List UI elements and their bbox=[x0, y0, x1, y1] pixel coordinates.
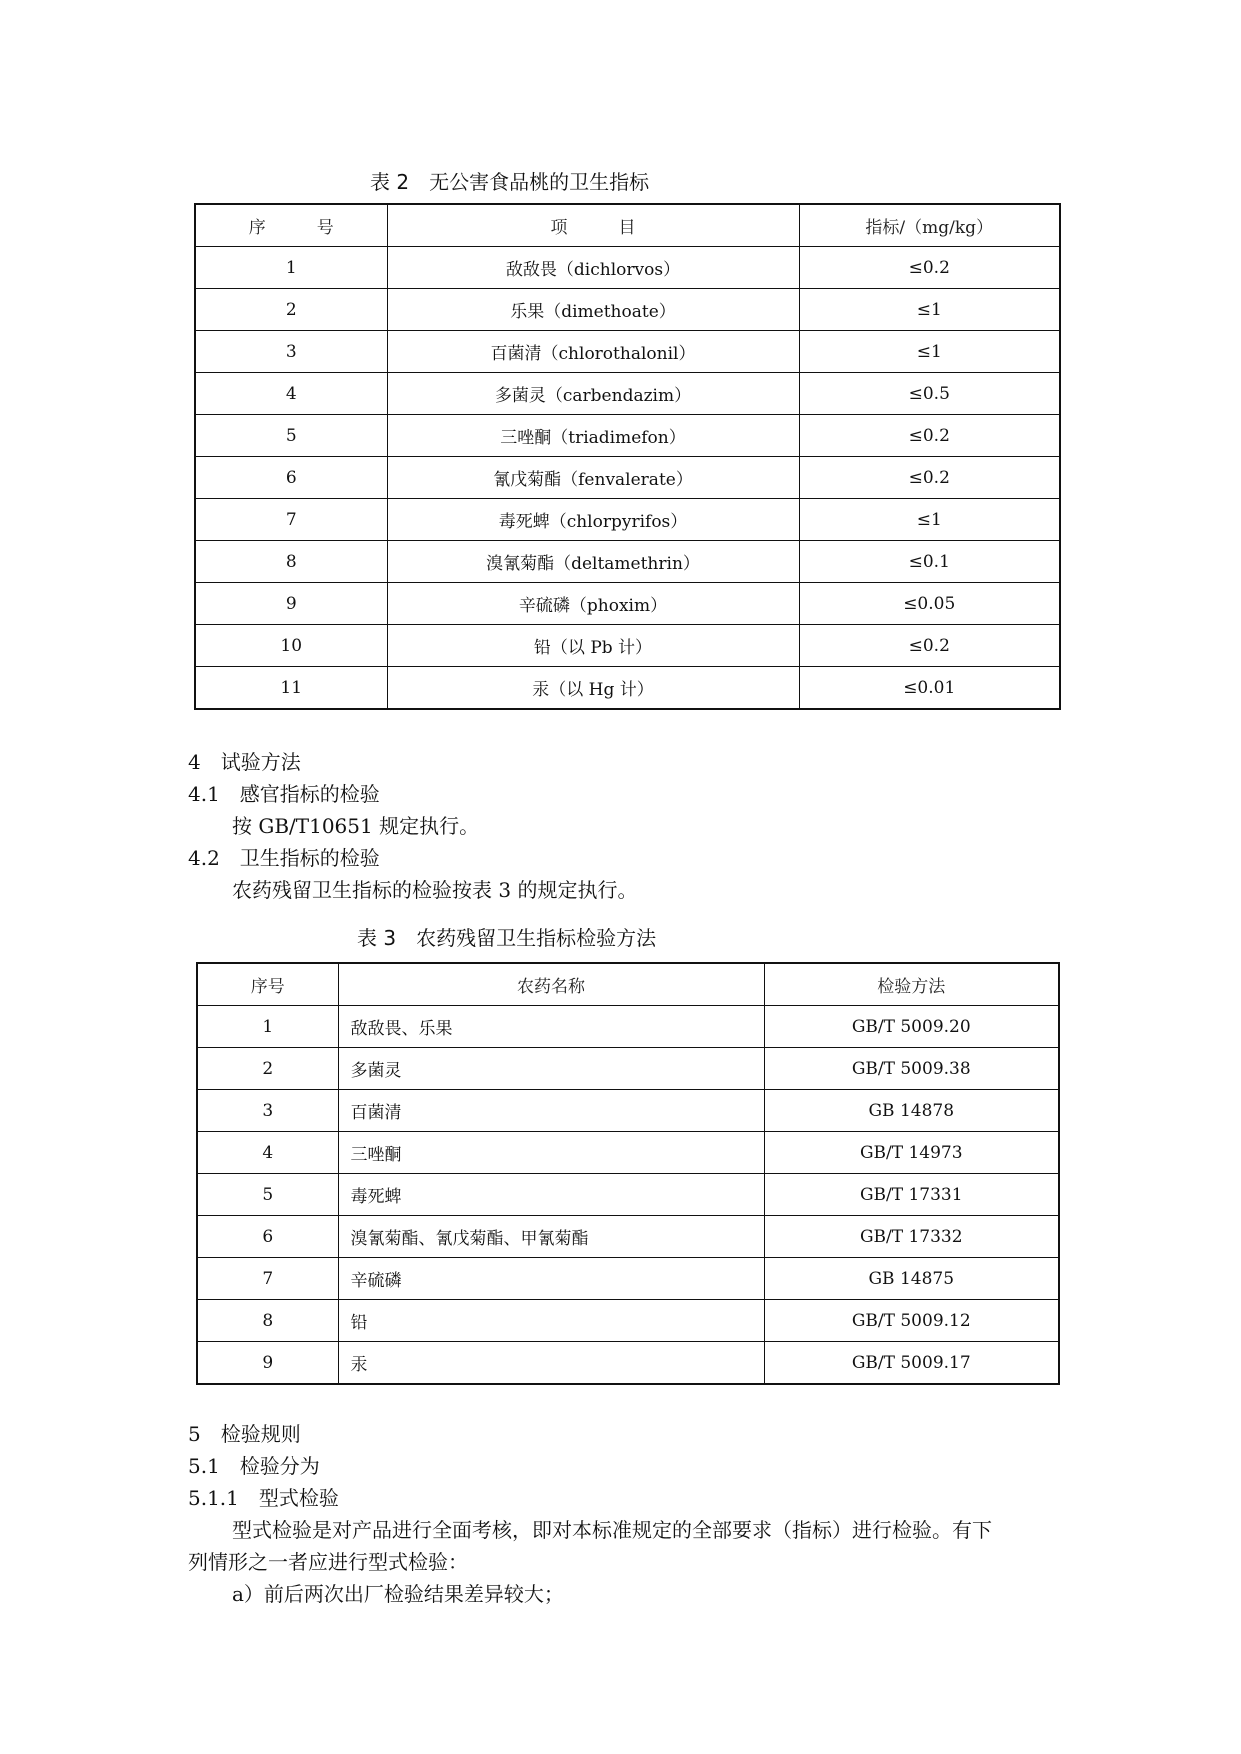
item-name: 多菌灵（carbendazim） bbox=[387, 373, 799, 415]
table-row bbox=[195, 541, 1060, 583]
pesticide-name: 溴氰菊酯、氰戊菊酯、甲氰菊酯 bbox=[338, 1216, 764, 1258]
limit-value: ≤0.2 bbox=[799, 247, 1060, 289]
table-row bbox=[195, 499, 1060, 541]
header-cell: 序号 bbox=[197, 963, 338, 1006]
test-method: GB 14875 bbox=[764, 1258, 1059, 1300]
section-4-1-text: 按 GB/T10651 规定执行。 bbox=[232, 814, 480, 838]
test-method: GB/T 14973 bbox=[764, 1132, 1059, 1174]
pesticide-name: 多菌灵 bbox=[338, 1048, 764, 1090]
limit-value: ≤0.05 bbox=[799, 583, 1060, 625]
section-5-heading: 5 检验规则 bbox=[188, 1422, 301, 1446]
limit-value: ≤1 bbox=[799, 499, 1060, 541]
row-number: 4 bbox=[197, 1132, 338, 1174]
pesticide-name: 辛硫磷 bbox=[338, 1258, 764, 1300]
row-number: 2 bbox=[195, 289, 387, 331]
row-number: 7 bbox=[197, 1258, 338, 1300]
table-row bbox=[195, 457, 1060, 499]
table-row bbox=[197, 1300, 1059, 1342]
row-number: 1 bbox=[195, 247, 387, 289]
test-method: GB/T 5009.38 bbox=[764, 1048, 1059, 1090]
limit-value: ≤0.2 bbox=[799, 457, 1060, 499]
hygiene-index-table bbox=[194, 203, 1061, 710]
row-number: 3 bbox=[195, 331, 387, 373]
header-cell: 农药名称 bbox=[338, 963, 764, 1006]
section-5-1-1-heading: 5.1.1 型式检验 bbox=[188, 1486, 339, 1510]
table-row bbox=[197, 1048, 1059, 1090]
item-name: 辛硫磷（phoxim） bbox=[387, 583, 799, 625]
section-4-2-text: 农药残留卫生指标的检验按表 3 的规定执行。 bbox=[232, 878, 638, 902]
item-name: 汞（以 Hg 计） bbox=[387, 667, 799, 710]
item-name: 铅（以 Pb 计） bbox=[387, 625, 799, 667]
limit-value: ≤1 bbox=[799, 289, 1060, 331]
row-number: 9 bbox=[197, 1342, 338, 1385]
table-row bbox=[197, 1216, 1059, 1258]
item-name: 溴氰菊酯（deltamethrin） bbox=[387, 541, 799, 583]
row-number: 5 bbox=[197, 1174, 338, 1216]
row-number: 7 bbox=[195, 499, 387, 541]
table-row bbox=[195, 331, 1060, 373]
test-method: GB/T 5009.17 bbox=[764, 1342, 1059, 1385]
table-header-row bbox=[197, 963, 1059, 1006]
pesticide-name: 铅 bbox=[338, 1300, 764, 1342]
limit-value: ≤0.2 bbox=[799, 415, 1060, 457]
row-number: 8 bbox=[195, 541, 387, 583]
limit-value: ≤0.2 bbox=[799, 625, 1060, 667]
limit-value: ≤0.1 bbox=[799, 541, 1060, 583]
pesticide-name: 敌敌畏、乐果 bbox=[338, 1006, 764, 1048]
header-cell: 检验方法 bbox=[764, 963, 1059, 1006]
table-row bbox=[197, 1006, 1059, 1048]
limit-value: ≤0.01 bbox=[799, 667, 1060, 710]
test-method: GB 14878 bbox=[764, 1090, 1059, 1132]
table-row bbox=[197, 1258, 1059, 1300]
limit-value: ≤1 bbox=[799, 331, 1060, 373]
limit-value: ≤0.5 bbox=[799, 373, 1060, 415]
row-number: 6 bbox=[195, 457, 387, 499]
item-name: 乐果（dimethoate） bbox=[387, 289, 799, 331]
section-5-1-1-text-continued: 列情形之一者应进行型式检验： bbox=[188, 1550, 468, 1574]
table-row bbox=[195, 289, 1060, 331]
section-5-1-heading: 5.1 检验分为 bbox=[188, 1454, 320, 1478]
row-number: 6 bbox=[197, 1216, 338, 1258]
list-item-a: a）前后两次出厂检验结果差异较大； bbox=[232, 1582, 564, 1606]
pesticide-name: 三唑酮 bbox=[338, 1132, 764, 1174]
row-number: 8 bbox=[197, 1300, 338, 1342]
section-4-1-heading: 4.1 感官指标的检验 bbox=[188, 782, 380, 806]
test-method: GB/T 17332 bbox=[764, 1216, 1059, 1258]
test-method: GB/T 5009.20 bbox=[764, 1006, 1059, 1048]
pesticide-name: 毒死蜱 bbox=[338, 1174, 764, 1216]
row-number: 2 bbox=[197, 1048, 338, 1090]
test-method: GB/T 5009.12 bbox=[764, 1300, 1059, 1342]
item-name: 氰戊菊酯（fenvalerate） bbox=[387, 457, 799, 499]
table-row bbox=[195, 625, 1060, 667]
table-row bbox=[195, 247, 1060, 289]
table-row bbox=[195, 415, 1060, 457]
table-row bbox=[197, 1132, 1059, 1174]
item-name: 毒死蜱（chlorpyrifos） bbox=[387, 499, 799, 541]
pesticide-name: 百菌清 bbox=[338, 1090, 764, 1132]
header-cell: 项 目 bbox=[387, 204, 799, 247]
row-number: 5 bbox=[195, 415, 387, 457]
section-5-1-1-text: 型式检验是对产品进行全面考核，即对本标准规定的全部要求（指标）进行检验。有下 bbox=[232, 1518, 992, 1542]
table-row bbox=[195, 583, 1060, 625]
table-row bbox=[195, 667, 1060, 710]
row-number: 10 bbox=[195, 625, 387, 667]
row-number: 11 bbox=[195, 667, 387, 710]
table-header-row bbox=[195, 204, 1060, 247]
table2-title: 表 2 无公害食品桃的卫生指标 bbox=[370, 170, 650, 194]
row-number: 4 bbox=[195, 373, 387, 415]
pesticide-name: 汞 bbox=[338, 1342, 764, 1385]
row-number: 1 bbox=[197, 1006, 338, 1048]
section-4-2-heading: 4.2 卫生指标的检验 bbox=[188, 846, 380, 870]
table-row bbox=[197, 1174, 1059, 1216]
item-name: 敌敌畏（dichlorvos） bbox=[387, 247, 799, 289]
table-row bbox=[197, 1342, 1059, 1385]
table-row bbox=[195, 373, 1060, 415]
test-method: GB/T 17331 bbox=[764, 1174, 1059, 1216]
test-method-table bbox=[196, 962, 1060, 1385]
header-cell: 指标/（mg/kg） bbox=[799, 204, 1060, 247]
table-row bbox=[197, 1090, 1059, 1132]
item-name: 百菌清（chlorothalonil） bbox=[387, 331, 799, 373]
row-number: 9 bbox=[195, 583, 387, 625]
item-name: 三唑酮（triadimefon） bbox=[387, 415, 799, 457]
table3-title: 表 3 农药残留卫生指标检验方法 bbox=[357, 926, 657, 950]
section-4-heading: 4 试验方法 bbox=[188, 750, 301, 774]
header-cell: 序 号 bbox=[195, 204, 387, 247]
row-number: 3 bbox=[197, 1090, 338, 1132]
